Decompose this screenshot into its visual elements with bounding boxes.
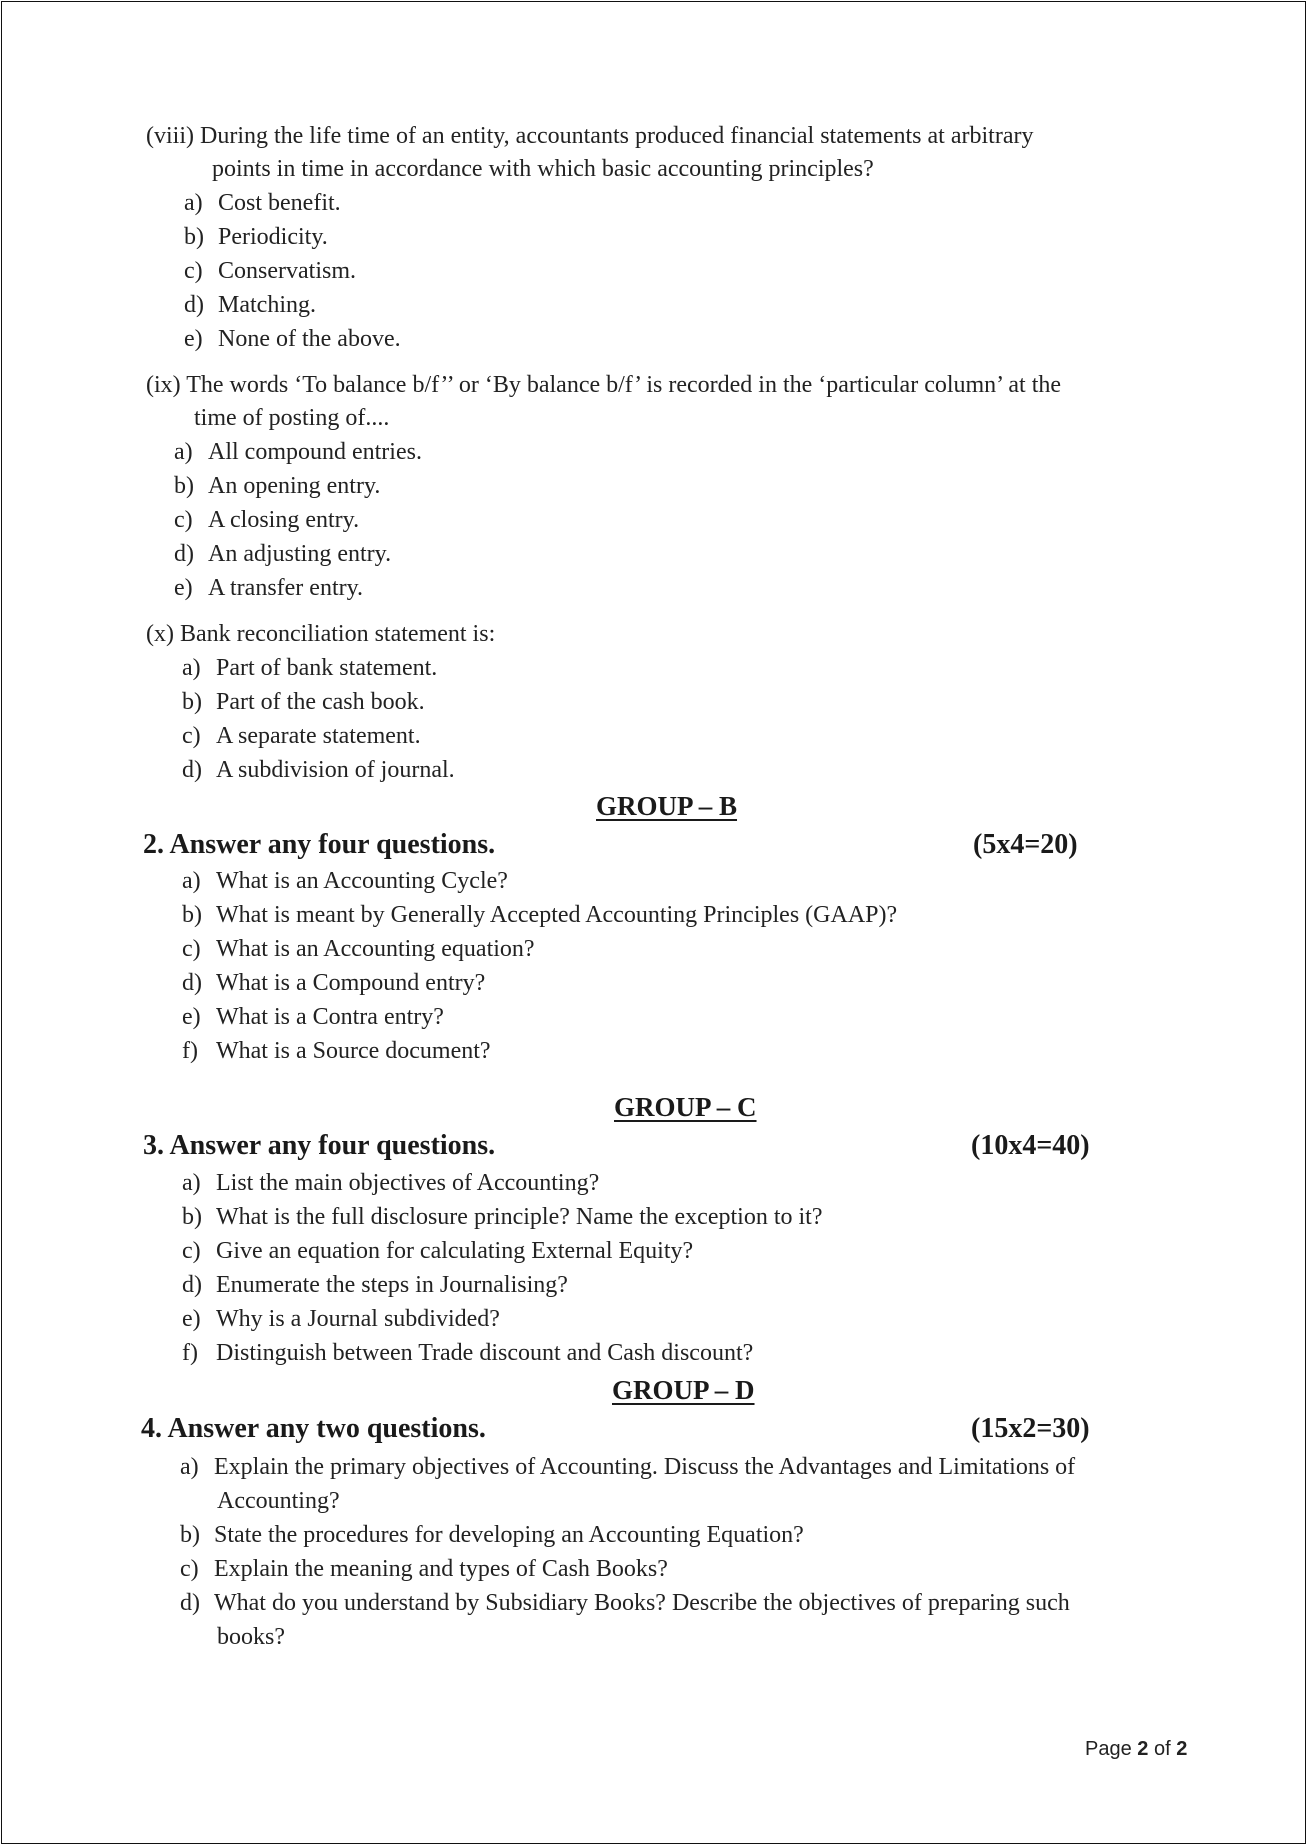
group-c-item-d <box>182 1270 568 1300</box>
option-text: All compound entries. <box>208 439 422 465</box>
question-viii-option-c <box>184 256 356 286</box>
option-text: An opening entry. <box>208 473 381 499</box>
item-letter: a) <box>182 868 201 894</box>
group-c-item-a <box>182 1168 599 1198</box>
group-c-item-e <box>182 1304 500 1334</box>
group-b-marks: (5x4=20) <box>973 829 1078 860</box>
question-ix-option-e <box>174 573 363 603</box>
group-b-item-a <box>182 866 508 896</box>
group-d-title: GROUP – D <box>612 1375 755 1405</box>
item-letter: e) <box>182 1004 201 1030</box>
question-viii-line2: points in time in accordance with which basic accounting principles? <box>212 156 874 182</box>
group-d-marks: (15x2=30) <box>971 1413 1090 1444</box>
group-d-item-d <box>180 1588 1070 1618</box>
option-text: A transfer entry. <box>208 575 364 601</box>
question-ix-option-b <box>174 471 380 501</box>
option-letter: b) <box>174 473 194 499</box>
option-letter: c) <box>184 258 203 284</box>
option-text: Matching. <box>218 292 316 318</box>
group-c-item-c <box>182 1236 693 1266</box>
item-text: Enumerate the steps in Journalising? <box>216 1272 568 1298</box>
item-text: Why is a Journal subdivided? <box>216 1306 500 1332</box>
question-viii-option-d <box>184 290 316 320</box>
option-text: Periodicity. <box>218 224 328 250</box>
item-text: What is an Accounting Cycle? <box>216 868 508 894</box>
question-ix-line1: (ix) The words ‘To balance b/f’’ or ‘By balance b/f’ is recorded in the ‘particular column’ at the <box>146 372 1062 398</box>
group-d-item-a <box>180 1452 1075 1482</box>
option-letter: c) <box>174 507 193 533</box>
item-letter: a) <box>180 1454 199 1480</box>
group-b-heading: 2. Answer any four questions. <box>143 829 496 860</box>
group-c-marks: (10x4=40) <box>971 1130 1090 1161</box>
item-text: List the main objectives of Accounting? <box>216 1170 600 1196</box>
group-d-item-a-continuation: Accounting? <box>217 1488 340 1514</box>
option-letter: a) <box>184 190 203 216</box>
group-b-item-b <box>182 900 897 930</box>
group-c-title: GROUP – C <box>614 1092 757 1122</box>
page-of: of <box>1148 1738 1177 1760</box>
group-d-item-c <box>180 1554 668 1584</box>
item-text: Explain the meaning and types of Cash Books? <box>214 1556 668 1582</box>
question-ix-option-c <box>174 505 359 535</box>
item-text: Explain the primary objectives of Accounting. Discuss the Advantages and Limitations of <box>214 1454 1076 1480</box>
item-text: Distinguish between Trade discount and Cash discount? <box>216 1340 754 1366</box>
group-b-title: GROUP – B <box>596 791 738 821</box>
item-text: Give an equation for calculating External Equity? <box>216 1238 694 1264</box>
option-letter: a) <box>174 439 193 465</box>
group-d-item-d-continuation: books? <box>217 1624 285 1650</box>
option-text: A separate statement. <box>216 723 421 749</box>
group-d-item-b <box>180 1520 804 1550</box>
item-letter: a) <box>182 1170 201 1196</box>
item-letter: f) <box>182 1038 198 1064</box>
question-ix-line2: time of posting of.... <box>194 405 390 431</box>
page-current: 2 <box>1137 1738 1149 1760</box>
item-text: What is a Contra entry? <box>216 1004 444 1030</box>
group-c-heading: 3. Answer any four questions. <box>143 1130 496 1161</box>
option-text: A subdivision of journal. <box>216 757 455 783</box>
question-ix-option-d <box>174 539 391 569</box>
item-text: What is a Source document? <box>216 1038 491 1064</box>
item-letter: c) <box>182 1238 201 1264</box>
option-text: A closing entry. <box>208 507 360 533</box>
item-letter: d) <box>180 1590 200 1616</box>
group-b-item-f <box>182 1036 491 1066</box>
item-text: What is a Compound entry? <box>216 970 486 996</box>
option-text: An adjusting entry. <box>208 541 392 567</box>
question-viii-option-a <box>184 188 341 218</box>
question-x-option-c <box>182 721 421 751</box>
group-c-item-b <box>182 1202 822 1232</box>
item-letter: e) <box>182 1306 201 1332</box>
item-text: What is an Accounting equation? <box>216 936 535 962</box>
group-c-item-f <box>182 1338 753 1368</box>
question-x-option-b <box>182 687 425 717</box>
page-total: 2 <box>1176 1738 1188 1760</box>
option-letter: b) <box>182 689 202 715</box>
question-ix-option-a <box>174 437 422 467</box>
option-letter: d) <box>174 541 194 567</box>
item-text: State the procedures for developing an Accounting Equation? <box>214 1522 804 1548</box>
option-letter: e) <box>174 575 193 601</box>
item-letter: d) <box>182 970 202 996</box>
option-letter: d) <box>184 292 204 318</box>
item-letter: b) <box>180 1522 200 1548</box>
page-prefix: Page <box>1085 1738 1138 1760</box>
question-x-option-d <box>182 755 455 785</box>
option-letter: c) <box>182 723 201 749</box>
question-x-line1: (x) Bank reconciliation statement is: <box>146 621 496 647</box>
group-d-heading: 4. Answer any two questions. <box>141 1413 486 1444</box>
question-viii-line1: (viii) During the life time of an entity, accountants produced financial statements at arbitrary <box>146 123 1034 149</box>
option-letter: e) <box>184 326 203 352</box>
option-text: Cost benefit. <box>218 190 341 216</box>
item-letter: f) <box>182 1340 198 1366</box>
option-letter: b) <box>184 224 204 250</box>
group-b-item-d <box>182 968 485 998</box>
item-letter: b) <box>182 902 202 928</box>
option-letter: d) <box>182 757 202 783</box>
item-letter: b) <box>182 1204 202 1230</box>
option-letter: a) <box>182 655 201 681</box>
option-text: Conservatism. <box>218 258 356 284</box>
page-number <box>1085 1738 1187 1761</box>
item-letter: c) <box>182 936 201 962</box>
item-text: What is meant by Generally Accepted Accounting Principles (GAAP)? <box>216 902 898 928</box>
item-text: What do you understand by Subsidiary Books? Describe the objectives of preparing such <box>214 1590 1070 1616</box>
question-x-option-a <box>182 653 437 683</box>
item-letter: d) <box>182 1272 202 1298</box>
option-text: None of the above. <box>218 326 401 352</box>
group-b-item-c <box>182 934 535 964</box>
group-b-item-e <box>182 1002 444 1032</box>
item-text: What is the full disclosure principle? Name the exception to it? <box>216 1204 823 1230</box>
item-letter: c) <box>180 1556 199 1582</box>
question-viii-option-e <box>184 324 401 354</box>
option-text: Part of the cash book. <box>216 689 425 715</box>
question-viii-option-b <box>184 222 328 252</box>
option-text: Part of bank statement. <box>216 655 438 681</box>
